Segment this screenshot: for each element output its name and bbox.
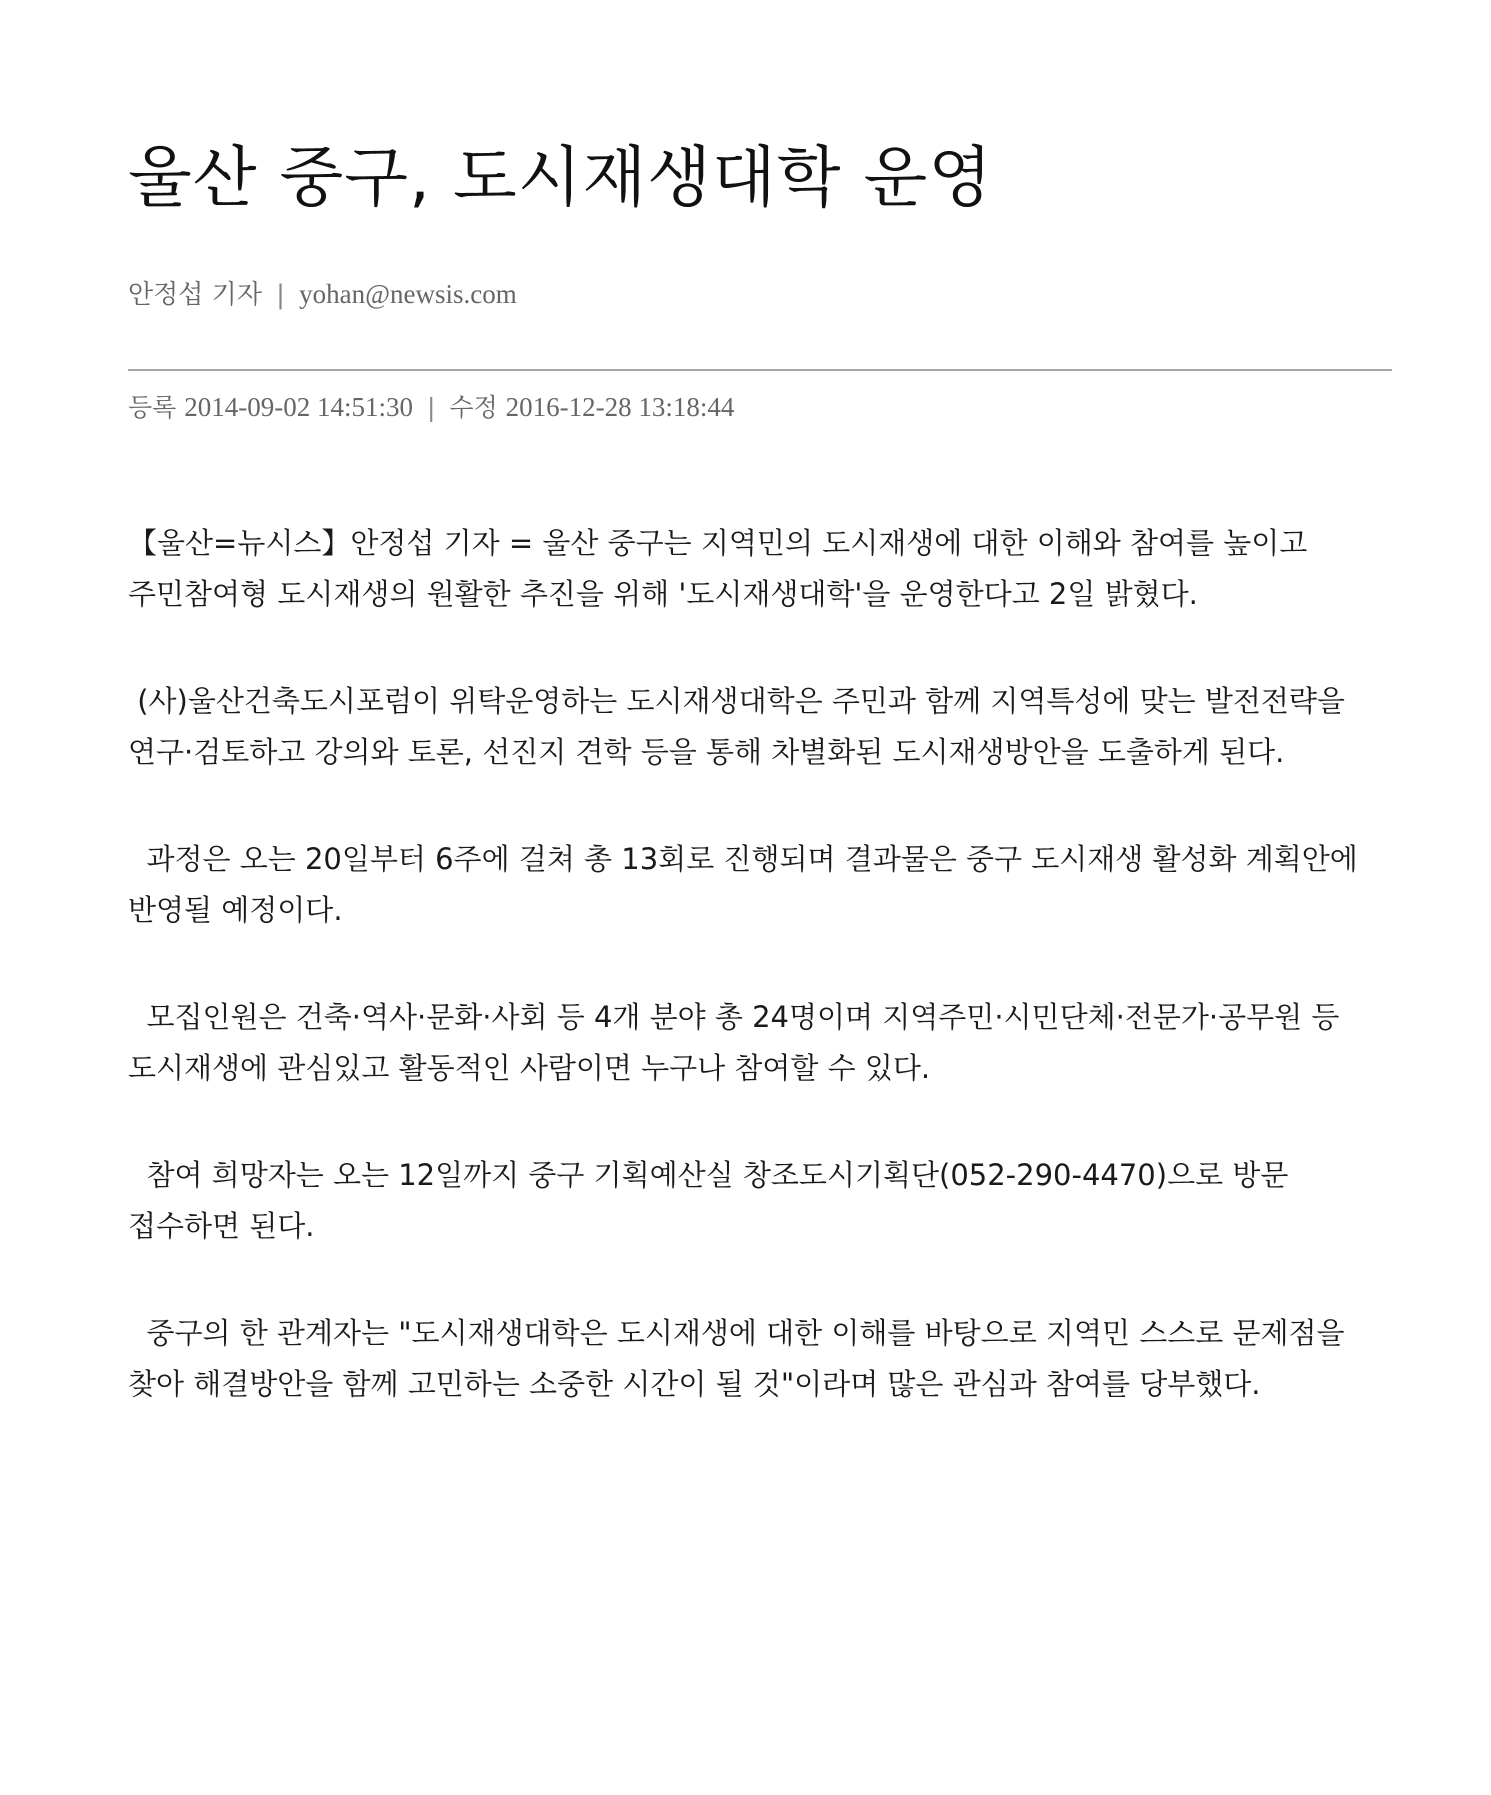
article [128,0,1388,1466]
registered-label: 등록 [128,393,177,422]
header-divider [128,369,1392,371]
byline [128,276,1388,313]
body-paragraph: (사)울산건축도시포럼이 위탁운영하는 도시재생대학은 주민과 함께 지역특성에 맞는 발전전략을 연구·검토하고 강의와 토론, 선진지 견학 등을 통해 차별화된 도시재생방안을 도출하게 된다. [128,684,1355,769]
dates-separator: | [426,393,436,422]
article-dates [128,389,1388,426]
body-paragraph: 중구의 한 관계자는 "도시재생대학은 도시재생에 대한 이해를 바탕으로 지역민 스스로 문제점을 찾아 해결방안을 함께 고민하는 소중한 시간이 될 것"이라며 많은 관심과 참여를 당부했다. [128,1316,1354,1401]
body-paragraph: 【울산=뉴시스】안정섭 기자 = 울산 중구는 지역민의 도시재생에 대한 이해와 참여를 높이고 주민참여형 도시재생의 원활한 추진을 위해 '도시재생대학'을 운영한다고 2일 밝혔다. [128,526,1317,611]
body-paragraph: 과정은 오는 20일부터 6주에 걸쳐 총 13회로 진행되며 결과물은 중구 도시재생 활성화 계획안에 반영될 예정이다. [128,842,1368,927]
registered-date: 2014-09-02 14:51:30 [184,392,414,422]
article-headline: 울산 중구, 도시재생대학 운영 [128,139,993,216]
modified-label: 수정 [449,393,498,422]
reporter-email[interactable]: yohan@newsis.com [299,279,517,309]
article-body [128,518,1388,1410]
byline-separator: | [276,280,285,310]
body-paragraph: 참여 희망자는 오는 12일까지 중구 기획예산실 창조도시기획단(052-290-4470)으로 방문 접수하면 된다. [128,1158,1298,1243]
modified-date: 2016-12-28 13:18:44 [505,392,735,422]
body-paragraph: 모집인원은 건축·역사·문화·사회 등 4개 분야 총 24명이며 지역주민·시민단체·전문가·공무원 등 도시재생에 관심있고 활동적인 사람이면 누구나 참여할 수 있다. [128,1000,1349,1085]
reporter-name: 안정섭 기자 [128,280,262,310]
